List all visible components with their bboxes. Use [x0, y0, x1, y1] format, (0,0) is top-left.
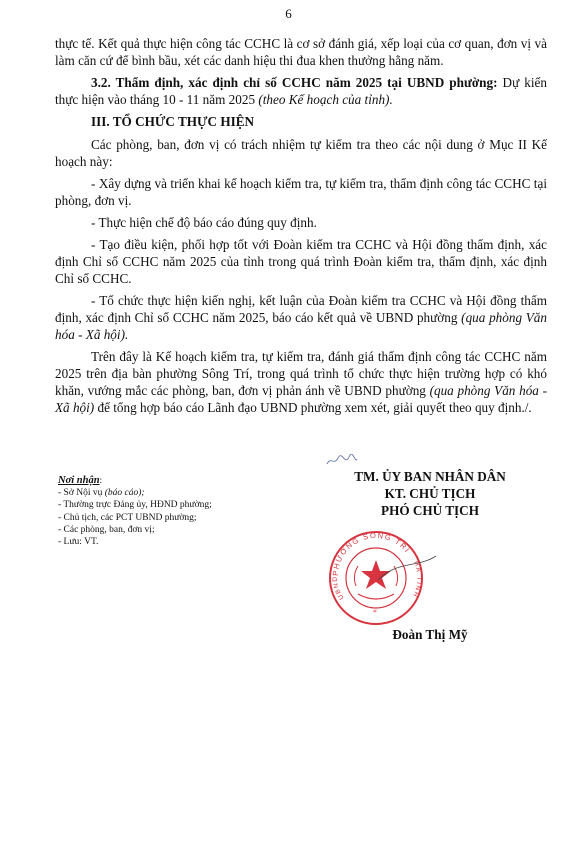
page-number: 6	[285, 6, 292, 21]
recipient-item: - Sở Nội vụ (báo cáo);	[58, 488, 145, 499]
initial-scribble	[325, 454, 359, 468]
section-3-title: III. TỔ CHỨC THỰC HIỆN	[91, 114, 255, 129]
section-3-2-heading: 3.2. Thẩm định, xác định chỉ số CCHC năm 2025 tại UBND phường:	[91, 75, 498, 90]
task-item-4-text: - Tổ chức thực hiện kiến nghị, kết luận của Đoàn kiểm tra CCHC và Hội đồng thẩm định, xác định Chỉ số CCHC năm 2025, báo cáo kết quả về UBND phường	[55, 293, 547, 325]
section-3-2-paragraph	[55, 74, 547, 108]
closing-note: (qua phòng Văn hóa - Xã hội)	[55, 383, 547, 415]
task-item-4	[55, 292, 547, 343]
closing-text-b: để tổng hợp báo cáo Lãnh đạo UBND phường xem xét, giải quyết theo quy định./.	[94, 400, 532, 415]
svg-text:*: *	[373, 608, 377, 617]
signature-line-2: KT. CHỦ TỊCH	[384, 486, 476, 501]
signature-line-1: TM. ỦY BAN NHÂN DÂN	[354, 469, 506, 484]
signature-block	[330, 468, 530, 519]
implementation-intro: Các phòng, ban, đơn vị có trách nhiệm tự kiểm tra theo các nội dung ở Mục II Kế hoạch này:	[55, 137, 547, 169]
svg-text:HÀ TĨNH: HÀ TĨNH	[410, 560, 423, 599]
task-item-4-note: (qua phòng Văn hóa - Xã hội).	[55, 310, 547, 342]
recipient-item: - Thường trực Đảng ủy, HĐND phường;	[58, 500, 212, 511]
recipient-item: - Lưu: VT.	[58, 537, 99, 548]
recipient-item: - Các phòng, ban, đơn vị;	[58, 524, 155, 535]
section-3-2-text: Dự kiến thực hiện vào tháng 10 - 11 năm 2025	[55, 75, 547, 107]
intro-paragraph: thực tế. Kết quả thực hiện công tác CCHC là cơ sở đánh giá, xếp loại của cơ quan, đơn vị và làm căn cứ để bình bầu, xét các danh hiệu thi đua khen thưởng hằng năm.	[55, 36, 547, 68]
svg-text:UBND: UBND	[331, 575, 346, 601]
svg-text:PHƯỜNG SÔNG TRÍ: PHƯỜNG SÔNG TRÍ	[330, 530, 413, 577]
recipients-block	[58, 475, 212, 548]
recipient-item: - Chủ tịch, các PCT UBND phường;	[58, 512, 197, 523]
document-body	[55, 35, 547, 421]
closing-paragraph	[55, 348, 547, 416]
signature-line-3: PHÓ CHỦ TỊCH	[381, 503, 479, 518]
closing-text-a: Trên đây là Kế hoạch kiểm tra, tự kiểm tra, đánh giá thẩm định công tác CCHC năm 2025 trên địa bàn phường Sông Trí, trong quá trình tổ chức thực hiện trường hợp có khó khăn, vướng mắc các phòng, ban, đơn vị phản ánh về UBND phường	[55, 349, 547, 398]
recipients-title: Nơi nhận	[58, 475, 100, 486]
task-item-1: - Xây dựng và triển khai kế hoạch kiểm tra, tự kiểm tra, thẩm định công tác CCHC tại phòng, đơn vị.	[55, 176, 547, 208]
task-item-3: - Tạo điều kiện, phối hợp tốt với Đoàn kiểm tra CCHC và Hội đồng thẩm định, xác định Chỉ số CCHC năm 2025 của tỉnh trong quá trình Đoàn kiểm tra, thẩm định, xác định Chỉ số CCHC.	[55, 237, 547, 286]
signer-name: Đoàn Thị Mỹ	[392, 627, 468, 642]
recipients-colon: :	[99, 476, 103, 486]
section-3-2-note: (theo Kế hoạch của tỉnh).	[258, 92, 393, 107]
task-item-2: - Thực hiện chế độ báo cáo đúng quy định.	[91, 215, 317, 230]
official-seal-icon	[318, 520, 438, 630]
